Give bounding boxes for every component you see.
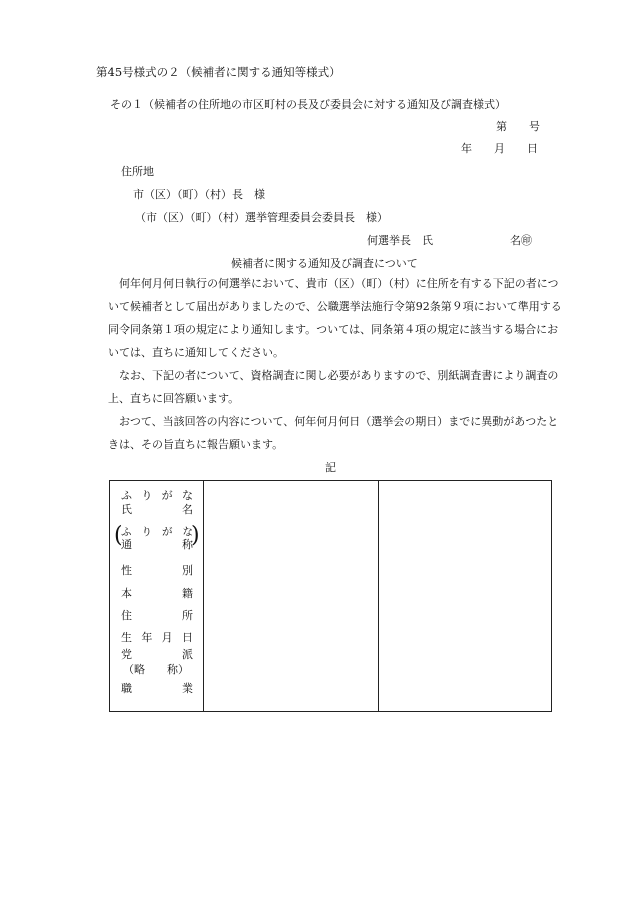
table-divider-1	[203, 481, 204, 711]
label-party-abbr: （略 称）	[123, 663, 189, 676]
body-paragraph-3: おつて、当該回答の内容について、何年何月何日（選挙会の期日）までに異動があつたときは、その旨直ちに報告願います。	[108, 415, 559, 451]
label-name: 氏 名	[121, 503, 193, 516]
open-paren: (	[114, 523, 123, 548]
document-date: 年 月 日	[461, 142, 538, 155]
recipient-mayor: 市（区）（町）（村）長 様	[133, 188, 265, 201]
label-birth: 生 年 月 日	[121, 631, 193, 644]
ki-heading: 記	[325, 461, 336, 474]
label-honseki: 本 籍	[121, 587, 193, 600]
label-job: 職 業	[121, 682, 193, 695]
recipient-committee: （市（区）（町）（村）選挙管理委員会委員長 様）	[135, 211, 388, 224]
recipient-address-label: 住所地	[121, 165, 154, 178]
form-title: 第45号様式の２（候補者に関する通知等様式）	[96, 65, 341, 79]
body-paragraph-2: なお、下記の者について、資格調査に関し必要がありますので、別紙調査書により調査の上、直ちに回答願います。	[108, 369, 559, 405]
table-divider-2	[378, 481, 379, 711]
label-furigana: ふ り が な	[121, 489, 193, 502]
form-subtitle: その１（候補者の住所地の市区町村の長及び委員会に対する通知及び調査様式）	[110, 98, 506, 111]
document-number: 第 号	[496, 120, 540, 133]
label-tsusho: 通 称	[121, 538, 193, 551]
label-party: 党 派	[121, 648, 193, 661]
label-tsusho-furigana: ふ り が な	[121, 526, 193, 538]
body-paragraph-1: 何年何月何日執行の何選挙において、貴市（区）（町）（村）に住所を有する下記の者について候補者として届出がありましたので、公職選挙法施行令第92条第９項において準用する同令同条第１項の規定により通知します。ついては、同条第４項の規定に該当する場合においては、直ちに通知してください。	[108, 277, 562, 359]
document-subject: 候補者に関する通知及び調査について	[231, 257, 418, 270]
close-paren: )	[191, 523, 200, 548]
label-address: 住 所	[121, 609, 193, 622]
sender-line: 何選挙長 氏 名㊞	[367, 234, 532, 247]
label-sex: 性 別	[121, 564, 193, 577]
